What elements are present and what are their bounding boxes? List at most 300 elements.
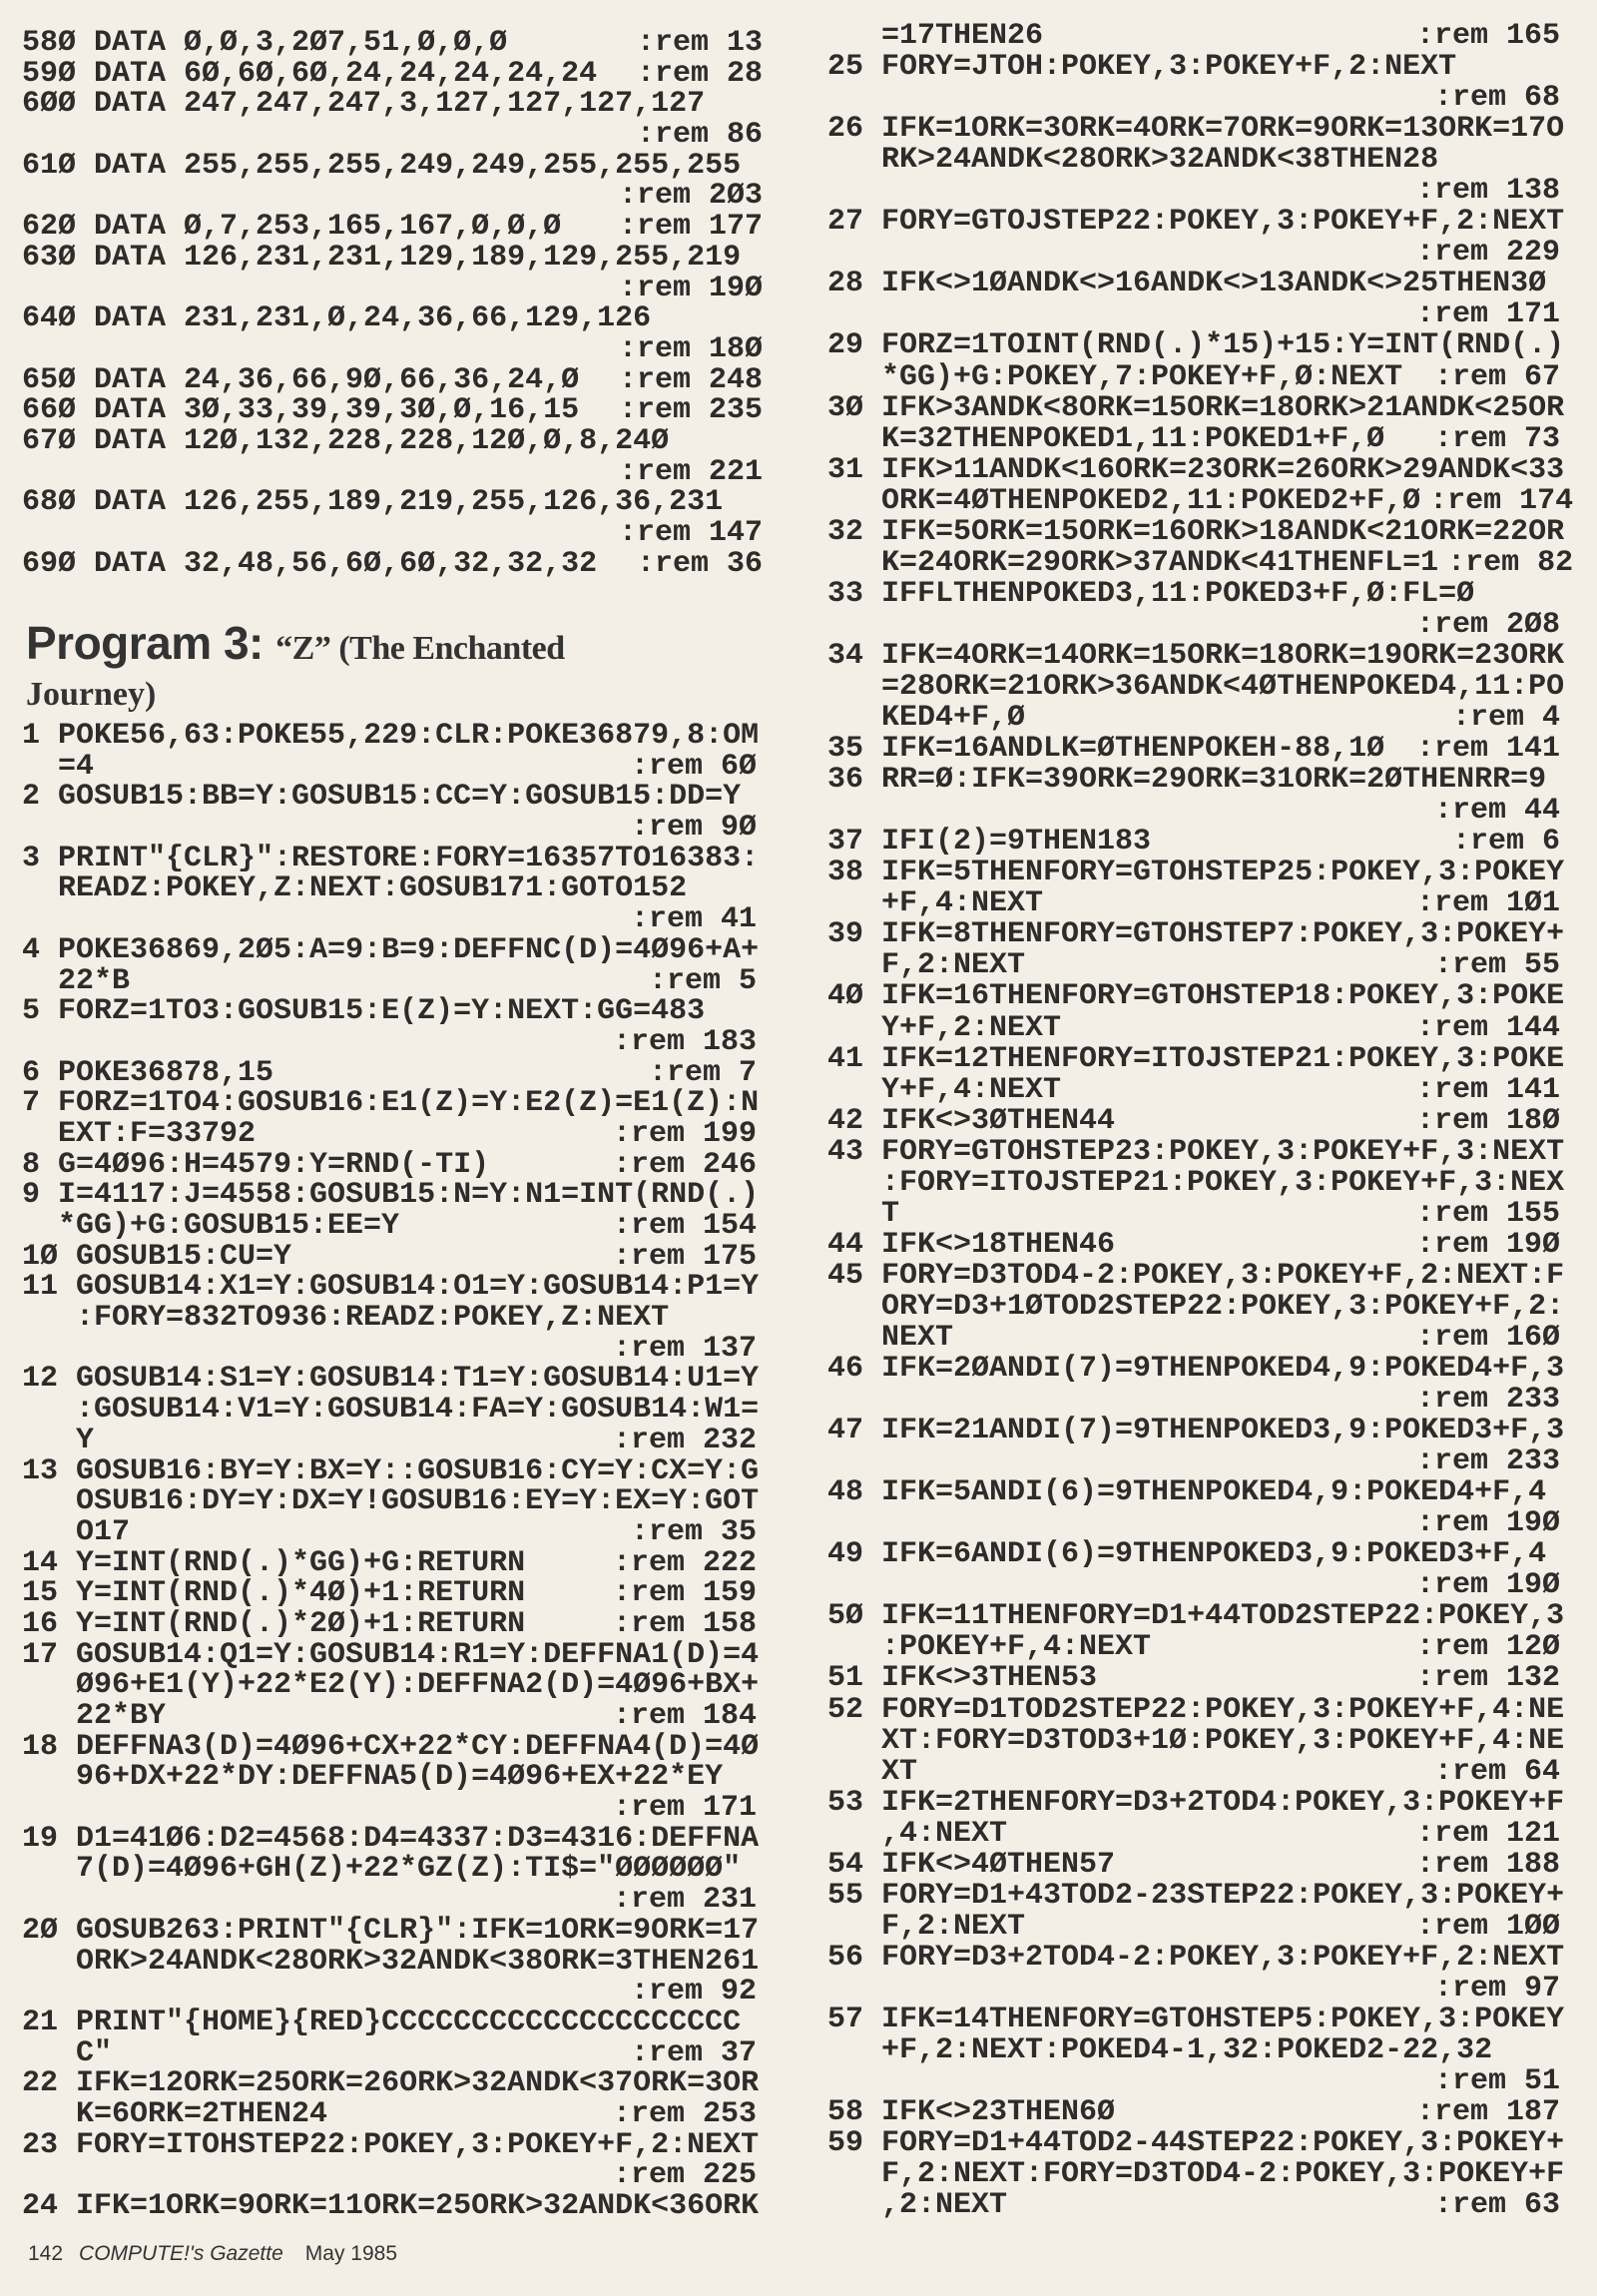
code-segment: [827, 858, 1564, 888]
code-segment: [22, 1701, 166, 1732]
listing-row: [827, 1723, 1565, 1758]
listing-row: [22, 362, 763, 397]
program-line: [827, 638, 1565, 736]
code-segment: [22, 1088, 759, 1119]
program-line: [827, 452, 1574, 518]
code-text: IFK=16ANDLK=ØTHENPOKEH-88,1Ø: [881, 732, 1385, 767]
line-number: 21: [22, 2005, 59, 2039]
program-title: Program 3:: [26, 617, 264, 669]
program-listing-right-column: [827, 19, 1574, 2223]
code-text: Ø96+E1(Y)+22*E2(Y):DEFFNA2(D)=4Ø96+BX+: [76, 1668, 760, 1703]
code-text: KED4+F,Ø: [881, 701, 1026, 736]
listing-row: [827, 112, 1565, 147]
program-line: [22, 1729, 760, 1826]
code-segment: [22, 1239, 292, 1274]
code-text: IFK=8THENFORY=GTOHSTEP7:POKEY,3:POKEY+: [881, 917, 1565, 952]
code-text: DATA 6Ø,6Ø,6Ø,24,24,24,24,24: [94, 56, 598, 91]
checksum-rem: :rem 28: [636, 56, 763, 91]
code-segment: [22, 546, 598, 581]
listing-row: [827, 1692, 1565, 1727]
checksum-rem: :rem 232: [612, 1423, 757, 1457]
code-segment: [827, 765, 1546, 796]
checksum-rem: :rem 154: [612, 1209, 757, 1243]
code-segment: [22, 1272, 759, 1303]
code-text: ORK=4ØTHENPOKED2,11:POKED2+F,Ø: [881, 483, 1421, 518]
line-number: 41: [827, 1041, 864, 1076]
code-segment: [827, 145, 1438, 176]
program-line: [22, 212, 763, 243]
listing-row: [827, 1320, 1560, 1355]
listing-row: [827, 2097, 1560, 2128]
code-segment: [827, 330, 1564, 361]
code-text: G=4Ø96:H=4579:Y=RND(-TI): [58, 1147, 490, 1182]
code-segment: [22, 89, 705, 120]
code-segment: [827, 2190, 1007, 2221]
listing-row: [22, 2035, 757, 2070]
code-segment: [22, 2005, 742, 2039]
code-segment: [827, 1601, 1564, 1632]
line-number: 28: [827, 267, 864, 301]
code-text: GOSUB14:Q1=Y:GOSUB14:R1=Y:DEFFNA1(D)=4: [76, 1637, 760, 1672]
listing-row: [827, 856, 1565, 890]
line-number: 59Ø: [22, 56, 77, 91]
listing-row: [827, 703, 1560, 734]
code-segment: [22, 423, 670, 458]
listing-row: [827, 1103, 1560, 1138]
line-number: 37: [827, 825, 864, 860]
listing-row: [22, 1362, 760, 1397]
code-segment: [22, 1395, 759, 1426]
code-text: :FORY=ITOJSTEP21:POKEY,3:POKEY+F,3:NEX: [881, 1165, 1565, 1200]
line-number: 58Ø: [22, 26, 77, 60]
code-text: FORZ=1TO3:GOSUB15:E(Z)=Y:NEXT:GG=483: [58, 994, 706, 1029]
listing-row: [827, 1072, 1560, 1107]
checksum-rem: :rem 235: [618, 393, 763, 428]
listing-row: [22, 996, 757, 1027]
line-number: 22: [22, 2066, 59, 2101]
code-text: IFK=12THENFORY=ITOJSTEP21:POKEY,3:POKE: [881, 1041, 1565, 1076]
listing-row: [22, 240, 763, 275]
code-text: Y=INT(RND(.)*GG)+G:RETURN: [76, 1545, 526, 1580]
magazine-name: COMPUTE!'s Gazette: [79, 2242, 283, 2265]
listing-row: [827, 176, 1560, 207]
code-text: ORK>24ANDK<28ORK>32ANDK<38ORK=3THEN261: [76, 1944, 760, 1979]
checksum-rem: :rem 18Ø: [618, 331, 763, 366]
program-line: [22, 1362, 760, 1457]
listing-row: [827, 1878, 1565, 1913]
code-segment: [827, 576, 1475, 611]
code-text: IFK>11ANDK<16ORK=23ORK=26ORK>29ANDK<33: [881, 452, 1565, 487]
listing-row: [827, 421, 1560, 456]
code-segment: [827, 269, 1546, 299]
line-number: 32: [827, 514, 864, 549]
checksum-rem: :rem 165: [1415, 19, 1560, 53]
checksum-rem: :rem 141: [1415, 732, 1560, 767]
code-segment: [22, 487, 723, 518]
checksum-rem: :rem 82: [1447, 545, 1574, 580]
listing-row: [22, 1944, 760, 1979]
checksum-rem: :rem 67: [1433, 359, 1560, 394]
code-text: RK>24ANDK<28ORK>32ANDK<38THEN28: [881, 143, 1439, 178]
code-segment: [22, 2127, 760, 2162]
code-segment: [22, 1729, 760, 1764]
listing-row: [22, 1393, 760, 1428]
line-number: 33: [827, 576, 864, 611]
code-text: IFK=6ANDI(6)=9THENPOKED3,9:POKED3+F,4: [881, 1537, 1547, 1572]
line-number: 5: [22, 994, 41, 1029]
code-text: GOSUB14:X1=Y:GOSUB14:O1=Y:GOSUB14:P1=Y: [76, 1270, 760, 1305]
checksum-rem: :rem 19Ø: [1415, 1227, 1560, 1262]
code-segment: [827, 2159, 1564, 2190]
listing-row: [827, 1227, 1560, 1262]
checksum-rem: :rem 19Ø: [1415, 1568, 1560, 1603]
listing-row: [22, 1024, 757, 1059]
checksum-rem: :rem 199: [612, 1116, 757, 1151]
listing-row: [22, 423, 763, 458]
code-text: IFFLTHENPOKED3,11:POKED3+F,Ø:FL=Ø: [881, 576, 1475, 611]
listing-row: [22, 1578, 757, 1609]
program-line: [827, 1940, 1565, 2006]
line-number: 38: [827, 856, 864, 890]
code-text: Y: [76, 1423, 95, 1457]
listing-row: [22, 1178, 760, 1213]
line-number: 63Ø: [22, 240, 77, 275]
line-number: 65Ø: [22, 362, 77, 397]
listing-row: [827, 390, 1565, 425]
listing-row: [22, 841, 760, 875]
program-line: [22, 719, 760, 784]
code-text: IFK=1ORK=9ORK=11ORK=25ORK>32ANDK<36ORK: [76, 2189, 760, 2223]
checksum-rem: :rem 221: [618, 454, 763, 489]
checksum-rem: :rem 183: [612, 1024, 757, 1059]
checksum-rem: :rem 177: [618, 210, 763, 245]
code-text: FORY=GTOHSTEP23:POKEY,3:POKEY+F,3:NEXT: [881, 1134, 1565, 1169]
checksum-rem: :rem 248: [618, 362, 763, 397]
listing-row: [22, 1545, 757, 1580]
line-number: 6: [22, 1055, 41, 1090]
listing-row: [827, 1477, 1560, 1508]
code-text: FORY=D1TOD2STEP22:POKEY,3:POKEY+F,4:NE: [881, 1692, 1565, 1727]
listing-row: [22, 1211, 757, 1242]
code-segment: [827, 638, 1565, 673]
checksum-rem: :rem 175: [612, 1239, 757, 1274]
code-segment: [22, 1116, 257, 1151]
code-segment: [22, 56, 598, 91]
program-line: [827, 112, 1565, 209]
listing-row: [22, 1086, 760, 1121]
code-segment: [827, 2128, 1564, 2159]
line-number: 58: [827, 2095, 864, 2130]
program-line: [22, 28, 763, 59]
page-footer: [28, 2242, 397, 2266]
line-number: 54: [827, 1847, 864, 1882]
code-segment: [22, 1854, 741, 1885]
listing-row: [827, 734, 1560, 765]
code-segment: [22, 873, 687, 904]
code-text: F,2:NEXT: [881, 948, 1026, 983]
issue-date: May 1985: [304, 2242, 398, 2265]
code-text: D1=41Ø6:D2=4568:D4=4337:D3=4316:DEFFNA: [76, 1821, 760, 1856]
code-text: DATA 32,48,56,6Ø,6Ø,32,32,32: [94, 546, 598, 581]
line-number: 45: [827, 1258, 864, 1293]
code-segment: [827, 1940, 1565, 1975]
code-segment: [827, 207, 1564, 238]
program-line: [22, 996, 757, 1057]
code-segment: [22, 148, 742, 183]
listing-row: [827, 1446, 1560, 1477]
program-line: [827, 1258, 1565, 1355]
code-segment: [22, 1486, 759, 1517]
line-number: 57: [827, 2003, 864, 2036]
listing-row: [22, 782, 757, 813]
code-text: POKE36869,2Ø5:A=9:B=9:DEFFNC(D)=4Ø96+A+: [58, 932, 760, 967]
code-segment: [22, 1423, 95, 1457]
checksum-rem: :rem 86: [636, 118, 763, 153]
listing-row: [827, 269, 1560, 299]
code-text: 22*BY: [76, 1699, 167, 1733]
program-line: [827, 2003, 1565, 2099]
code-text: GOSUB263:PRINT"{CLR}":IFK=1ORK=9ORK=17: [76, 1913, 760, 1948]
code-segment: [827, 1134, 1565, 1169]
program-line: [22, 56, 763, 91]
code-segment: [22, 1453, 760, 1488]
code-segment: [827, 2097, 1115, 2128]
code-segment: [827, 545, 1439, 580]
program-line: [827, 52, 1560, 114]
code-segment: [827, 827, 1151, 858]
code-segment: [22, 1637, 760, 1672]
checksum-rem: :rem 68: [1433, 81, 1560, 116]
checksum-rem: :rem 132: [1415, 1661, 1560, 1696]
listing-row: [22, 303, 763, 334]
listing-row: [22, 148, 763, 183]
listing-row: [827, 1847, 1560, 1882]
code-segment: [827, 483, 1421, 518]
program-line: [22, 932, 760, 998]
listing-row: [22, 1854, 757, 1885]
listing-row: [827, 514, 1565, 549]
listing-row: [827, 1289, 1565, 1324]
code-segment: [827, 1196, 900, 1231]
program-line: [22, 841, 760, 937]
line-number: 3Ø: [827, 390, 864, 425]
listing-row: [22, 181, 763, 212]
code-text: GOSUB15:CU=Y: [76, 1239, 292, 1274]
line-number: 16: [22, 1606, 59, 1641]
code-segment: [827, 981, 1564, 1012]
listing-row: [22, 873, 757, 904]
code-segment: [22, 932, 760, 967]
program-line: [827, 1847, 1560, 1882]
code-segment: [22, 1147, 490, 1182]
code-text: K=6ORK=2THEN24: [76, 2096, 328, 2131]
line-number: 1Ø: [22, 1239, 59, 1274]
checksum-rem: :rem 171: [1415, 297, 1560, 332]
code-text: IFK=2ØANDI(7)=9THENPOKED4,9:POKED4+F,3: [881, 1352, 1565, 1387]
line-number: 3: [22, 841, 41, 875]
code-segment: [22, 841, 760, 875]
code-text: FORY=JTOH:POKEY,3:POKEY+F,2:NEXT: [881, 50, 1457, 85]
listing-row: [22, 1606, 757, 1641]
line-number: 5Ø: [827, 1599, 864, 1634]
code-segment: [827, 21, 1043, 52]
checksum-rem: :rem 246: [612, 1147, 757, 1182]
code-segment: [22, 2035, 113, 2070]
checksum-rem: :rem 73: [1433, 421, 1560, 456]
code-segment: [827, 1878, 1565, 1913]
listing-row: [22, 28, 763, 59]
program-line: [827, 269, 1560, 330]
listing-row: [827, 299, 1560, 330]
code-text: :FORY=832TO936:READZ:POKEY,Z:NEXT: [76, 1301, 670, 1336]
code-text: XT: [881, 1754, 918, 1789]
code-text: IFK>3ANDK<8ORK=15ORK=18ORK>21ANDK<25OR: [881, 390, 1565, 425]
listing-row: [827, 1754, 1560, 1789]
code-text: NEXT: [881, 1320, 954, 1355]
line-number: 64Ø: [22, 301, 77, 336]
program-line: [22, 546, 763, 581]
code-segment: [827, 1663, 1097, 1694]
listing-row: [827, 2035, 1560, 2066]
listing-row: [827, 2066, 1560, 2097]
code-text: F,2:NEXT: [881, 1909, 1026, 1944]
line-number: 34: [827, 638, 864, 673]
checksum-rem: :rem 158: [612, 1606, 757, 1641]
data-statements-listing: [22, 28, 763, 579]
line-number: 9: [22, 1178, 41, 1213]
code-segment: [22, 1913, 760, 1948]
code-segment: [22, 749, 95, 784]
checksum-rem: :rem 233: [1415, 1383, 1560, 1418]
checksum-rem: :rem 233: [1415, 1444, 1560, 1479]
listing-row: [22, 1821, 760, 1856]
listing-row: [22, 1147, 757, 1182]
line-number: 43: [827, 1134, 864, 1169]
listing-row: [22, 2005, 757, 2039]
line-number: 23: [22, 2127, 59, 2162]
code-text: +F,2:NEXT:POKED4-1,32:POKED2-22,32: [881, 2033, 1493, 2068]
code-text: DATA 3Ø,33,39,39,3Ø,Ø,16,15: [94, 393, 580, 428]
program-line: [827, 514, 1574, 580]
code-text: IFK<>18THEN46: [881, 1227, 1116, 1262]
code-text: ORY=D3+1ØTOD2STEP22:POKEY,3:POKEY+F,2:: [881, 1289, 1565, 1324]
checksum-rem: :rem 19Ø: [1415, 1506, 1560, 1541]
listing-row: [22, 2096, 757, 2131]
program-line: [22, 1453, 760, 1549]
checksum-rem: :rem 35: [630, 1514, 757, 1549]
listing-row: [827, 452, 1565, 487]
program-line: [827, 1103, 1560, 1138]
program-heading: [26, 617, 565, 715]
code-text: FORY=D1+43TOD2-23STEP22:POKEY,3:POKEY+: [881, 1878, 1565, 1913]
checksum-rem: :rem 64: [1433, 1754, 1560, 1789]
listing-row: [22, 719, 760, 753]
program-line: [22, 1578, 757, 1609]
listing-row: [22, 2189, 760, 2223]
listing-row: [22, 1055, 757, 1090]
checksum-rem: :rem 36: [636, 546, 763, 581]
listing-row: [827, 2126, 1565, 2161]
program-line: [827, 1227, 1560, 1262]
code-segment: [22, 1211, 399, 1242]
code-segment: [827, 1010, 1062, 1045]
line-number: 52: [827, 1692, 864, 1727]
program-line: [22, 362, 763, 397]
checksum-rem: :rem 6Ø: [630, 749, 757, 784]
listing-row: [827, 1508, 1560, 1539]
line-number: 53: [827, 1785, 864, 1820]
code-text: IFK=11THENFORY=D1+44TOD2STEP22:POKEY,3: [881, 1599, 1565, 1634]
listing-row: [22, 1239, 757, 1274]
checksum-rem: :rem 222: [612, 1545, 757, 1580]
program-line: [827, 765, 1560, 827]
code-text: IFI(2)=9THEN183: [881, 825, 1152, 860]
checksum-rem: :rem 229: [1415, 236, 1560, 271]
line-number: 56: [827, 1940, 864, 1975]
checksum-rem: :rem 1Ø1: [1415, 886, 1560, 921]
code-text: GOSUB14:S1=Y:GOSUB14:T1=Y:GOSUB14:U1=Y: [76, 1362, 760, 1397]
listing-row: [827, 669, 1565, 704]
program-line: [22, 1637, 760, 1733]
program-line: [22, 2189, 760, 2223]
code-text: GOSUB16:BY=Y:BX=Y::GOSUB16:CY=Y:CX=Y:G: [76, 1453, 760, 1488]
program-subtitle: “Z” (The Enchanted: [275, 630, 565, 667]
code-text: IFK=5THENFORY=GTOHSTEP25:POKEY,3:POKEY: [881, 856, 1565, 890]
code-segment: [827, 1072, 1062, 1107]
listing-row: [22, 1701, 757, 1732]
listing-row: [22, 2066, 760, 2101]
program-line: [22, 487, 763, 548]
line-number: 42: [827, 1103, 864, 1138]
program-line: [827, 21, 1560, 52]
listing-row: [827, 1909, 1560, 1944]
listing-row: [827, 638, 1565, 673]
listing-row: [827, 359, 1560, 394]
program-line: [827, 917, 1565, 983]
code-text: K=32THENPOKED1,11:POKED1+F,Ø: [881, 421, 1385, 456]
listing-row: [827, 83, 1560, 114]
code-text: FORY=D1+44TOD2-44STEP22:POKEY,3:POKEY+: [881, 2126, 1565, 2161]
code-text: IFK=5ORK=15ORK=16ORK>18ANDK<21ORK=22OR: [881, 514, 1565, 549]
code-text: 22*B: [58, 963, 131, 998]
code-text: +F,4:NEXT: [881, 886, 1044, 921]
listing-row: [827, 1414, 1565, 1448]
program-line: [827, 1414, 1565, 1479]
checksum-rem: :rem 225: [612, 2158, 757, 2193]
checksum-rem: :rem 4: [1451, 701, 1560, 736]
listing-row: [827, 2003, 1565, 2036]
program-line: [827, 328, 1565, 394]
listing-row: [22, 1977, 757, 2008]
listing-row: [827, 1539, 1560, 1570]
checksum-rem: :rem 97: [1433, 1971, 1560, 2006]
line-number: 48: [827, 1475, 864, 1510]
listing-row: [22, 749, 757, 784]
program-line: [22, 1545, 757, 1580]
code-segment: [827, 1416, 1564, 1446]
listing-row: [827, 1816, 1560, 1851]
listing-row: [22, 2160, 757, 2191]
listing-row: [22, 1116, 757, 1151]
code-text: IFK<>4ØTHEN57: [881, 1847, 1116, 1882]
listing-row: [827, 1196, 1560, 1231]
checksum-rem: :rem 184: [612, 1699, 757, 1733]
listing-row: [22, 2127, 760, 2162]
code-text: ,2:NEXT: [881, 2188, 1008, 2223]
listing-row: [827, 1570, 1560, 1601]
listing-row: [827, 1041, 1565, 1076]
code-text: READZ:POKEY,Z:NEXT:GOSUB171:GOTO152: [58, 871, 688, 906]
